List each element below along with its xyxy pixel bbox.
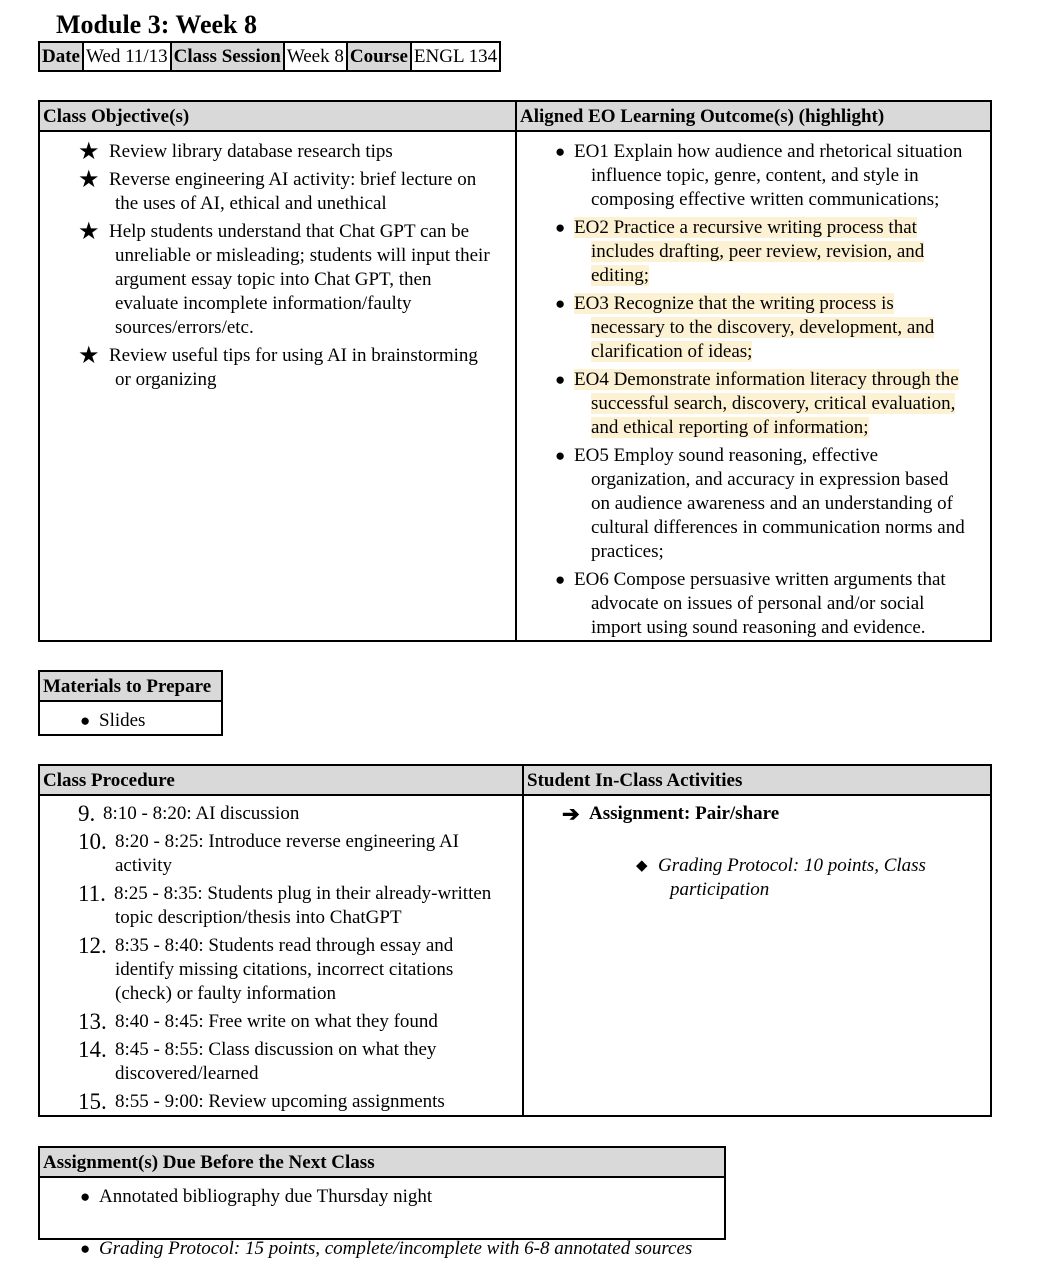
materials-table xyxy=(38,670,223,736)
list-item xyxy=(78,220,512,344)
procedure-step xyxy=(78,934,518,1010)
star-bullet-icon: ★ xyxy=(78,139,100,165)
due-table xyxy=(38,1146,726,1259)
date-label: Date xyxy=(39,42,83,71)
outcome-eo5 xyxy=(555,444,993,568)
step-text: 8:10 - 8:20: AI discussion xyxy=(103,803,300,824)
procedure-step xyxy=(78,1038,518,1090)
outcome-text: EO5 Employ sound reasoning, effective xyxy=(574,445,879,466)
column-divider xyxy=(515,102,517,640)
step-text: 8:55 - 9:00: Review upcoming assignments xyxy=(115,1091,445,1112)
step-text: topic description/thesis into ChatGPT xyxy=(115,907,402,928)
outcome-text: on audience awareness and an understanding of xyxy=(591,493,953,514)
objective-text: unreliable or misleading; students will input their xyxy=(115,245,490,266)
bullet-icon: ● xyxy=(555,294,566,313)
procedure-step xyxy=(78,1010,518,1038)
outcome-eo1 xyxy=(555,140,993,216)
outcome-text-highlighted: EO2 Practice a recursive writing process that xyxy=(574,217,917,238)
outcome-text: EO1 Explain how audience and rhetorical situation xyxy=(574,141,963,162)
bullet-icon: ● xyxy=(80,711,91,730)
list-item xyxy=(78,140,512,168)
outcome-text-highlighted: necessary to the discovery, development, and xyxy=(591,317,935,338)
objective-text: Review useful tips for using AI in brainstorming xyxy=(109,345,478,366)
diamond-bullet-icon: ◆ xyxy=(636,858,648,874)
step-number: 9. xyxy=(78,801,96,826)
page-title: Module 3: Week 8 xyxy=(56,10,258,39)
outcome-text-highlighted: EO3 Recognize that the writing process is xyxy=(574,293,894,314)
outcome-text: advocate on issues of personal and/or social xyxy=(591,593,925,614)
bullet-icon: ● xyxy=(555,446,566,465)
list-item xyxy=(78,168,512,220)
bullet-icon: ● xyxy=(80,1239,91,1258)
step-text: 8:45 - 8:55: Class discussion on what they xyxy=(115,1039,437,1060)
grading-text: participation xyxy=(670,879,770,900)
outcome-text-highlighted: EO4 Demonstrate information literacy through the xyxy=(574,369,959,390)
outcome-text: cultural differences in communication norms and xyxy=(591,517,965,538)
procedure-step xyxy=(78,830,518,882)
outcome-text-highlighted: successful search, discovery, critical evaluation, xyxy=(591,393,956,414)
procedure-header: Class Procedure xyxy=(40,766,522,796)
bullet-icon: ● xyxy=(555,218,566,237)
outcome-eo3 xyxy=(555,292,993,368)
objective-text: Reverse engineering AI activity: brief lecture on xyxy=(109,169,477,190)
outcome-text-highlighted: editing; xyxy=(591,265,650,286)
course-value: ENGL 134 xyxy=(411,42,500,71)
bullet-icon: ● xyxy=(555,142,566,161)
step-text: activity xyxy=(115,855,172,876)
objective-text: Review library database research tips xyxy=(109,141,393,162)
outcome-text: EO6 Compose persuasive written arguments that xyxy=(574,569,946,590)
material-text: Slides xyxy=(99,710,146,731)
objective-text: argument essay topic into Chat GPT, then xyxy=(115,269,432,290)
arrow-right-icon: ➔ xyxy=(562,802,580,826)
outcome-eo4 xyxy=(555,368,993,444)
objective-text: evaluate incomplete information/faulty xyxy=(115,293,412,314)
outcomes-header: Aligned EO Learning Outcome(s) (highlight) xyxy=(517,102,990,132)
step-number: 14. xyxy=(78,1037,107,1062)
bullet-icon: ● xyxy=(555,570,566,589)
objective-text: Help students understand that Chat GPT can be xyxy=(109,221,470,242)
outcome-text-highlighted: clarification of ideas; xyxy=(591,341,753,362)
step-number: 11. xyxy=(78,881,106,906)
activities-header: Student In-Class Activities xyxy=(524,766,990,796)
grading-protocol-item xyxy=(636,854,1060,902)
outcome-eo2 xyxy=(555,216,993,292)
due-grading-text: Grading Protocol: 15 points, complete/incomplete with 6-8 annotated sources xyxy=(99,1238,693,1259)
outcome-text-highlighted: includes drafting, peer review, revision, and xyxy=(591,241,925,262)
grading-text: Grading Protocol: 10 points, Class xyxy=(658,855,926,876)
session-info-table xyxy=(38,41,501,72)
date-value: Wed 11/13 xyxy=(83,42,171,71)
objectives-list xyxy=(78,140,512,396)
list-item xyxy=(78,344,512,396)
assignment-item xyxy=(562,802,1060,826)
step-text: 8:40 - 8:45: Free write on what they found xyxy=(115,1011,438,1032)
star-bullet-icon: ★ xyxy=(78,343,100,369)
outcome-text: practices; xyxy=(591,541,664,562)
class-session-label: Class Session xyxy=(171,42,284,71)
materials-header: Materials to Prepare xyxy=(40,672,221,702)
course-label: Course xyxy=(347,42,411,71)
column-divider xyxy=(522,766,524,1115)
due-item-text: Annotated bibliography due Thursday night xyxy=(99,1186,433,1207)
procedure-activities-table xyxy=(38,764,992,1117)
procedure-step xyxy=(78,1090,518,1118)
step-number: 15. xyxy=(78,1089,107,1114)
procedure-step xyxy=(78,802,518,830)
objective-text: or organizing xyxy=(115,369,217,390)
outcome-text: composing effective written communications; xyxy=(591,189,940,210)
outcome-text: influence topic, genre, content, and style in xyxy=(591,165,919,186)
list-item xyxy=(80,709,261,733)
step-number: 10. xyxy=(78,829,107,854)
step-text: 8:25 - 8:35: Students plug in their already-written xyxy=(114,883,492,904)
list-item xyxy=(80,1237,764,1261)
objective-text: sources/errors/etc. xyxy=(115,317,254,338)
step-number: 13. xyxy=(78,1009,107,1034)
outcome-eo6 xyxy=(555,568,993,644)
outcome-text-highlighted: and ethical reporting of information; xyxy=(591,417,869,438)
assignment-text: Assignment: Pair/share xyxy=(589,803,780,824)
outcome-text: organization, and accuracy in expression based xyxy=(591,469,949,490)
procedure-list xyxy=(78,802,518,1118)
outcomes-list xyxy=(555,140,993,644)
star-bullet-icon: ★ xyxy=(78,167,100,193)
star-bullet-icon: ★ xyxy=(78,219,100,245)
step-text: (check) or faulty information xyxy=(115,983,337,1004)
list-item xyxy=(80,1185,764,1209)
objectives-header: Class Objective(s) xyxy=(40,102,515,132)
bullet-icon: ● xyxy=(555,370,566,389)
due-header: Assignment(s) Due Before the Next Class xyxy=(40,1148,724,1178)
objective-text: the uses of AI, ethical and unethical xyxy=(115,193,387,214)
objectives-outcomes-table xyxy=(38,100,992,642)
step-text: 8:35 - 8:40: Students read through essay and xyxy=(115,935,454,956)
step-text: 8:20 - 8:25: Introduce reverse engineering AI xyxy=(115,831,459,852)
step-number: 12. xyxy=(78,933,107,958)
class-session-value: Week 8 xyxy=(284,42,347,71)
bullet-icon: ● xyxy=(80,1187,91,1206)
procedure-step xyxy=(78,882,518,934)
step-text: identify missing citations, incorrect citations xyxy=(115,959,454,980)
outcome-text: import using sound reasoning and evidence. xyxy=(591,617,926,638)
step-text: discovered/learned xyxy=(115,1063,259,1084)
